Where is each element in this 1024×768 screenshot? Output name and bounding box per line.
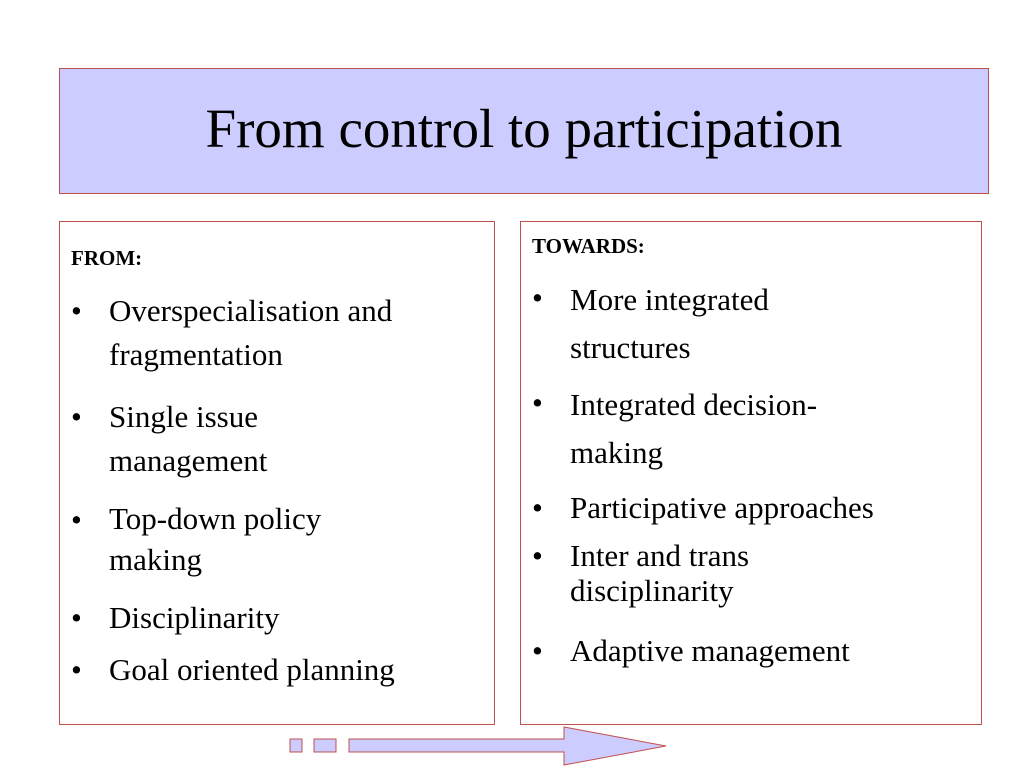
from-item-1-line-2: fragmentation <box>109 337 283 372</box>
bullet: • <box>71 293 82 328</box>
slide-title: From control to participation <box>205 97 843 159</box>
from-item-2-line-1: Single issue <box>109 399 258 434</box>
from-item-1-line-1: Overspecialisation and <box>109 293 393 328</box>
arrow-right-icon <box>286 726 670 766</box>
from-item-3-line-1: Top-down policy <box>109 501 322 536</box>
bullet: • <box>71 399 82 434</box>
towards-item-1-line-1: More integrated <box>570 282 769 317</box>
towards-heading: TOWARDS: <box>532 234 645 258</box>
bullet: • <box>532 280 543 315</box>
from-item-3-line-2: making <box>109 542 202 577</box>
from-item-2-line-2: management <box>109 443 268 478</box>
towards-item-4-line-1: Inter and trans <box>570 538 750 573</box>
from-item-5-line-1: Goal oriented planning <box>109 652 395 687</box>
medium-block-icon <box>314 739 336 752</box>
bullet: • <box>71 652 82 687</box>
from-item-4-line-1: Disciplinarity <box>109 600 280 635</box>
towards-item-2-line-2: making <box>570 435 663 470</box>
from-panel <box>59 221 495 725</box>
bullet: • <box>71 502 82 537</box>
from-heading: FROM: <box>71 246 143 270</box>
bullet: • <box>532 385 543 420</box>
towards-item-4-line-2: disciplinarity <box>570 573 734 608</box>
towards-item-2-line-1: Integrated decision- <box>570 387 818 422</box>
towards-item-5-line-1: Adaptive management <box>570 633 850 668</box>
towards-panel <box>520 221 982 725</box>
small-square-icon <box>290 739 302 752</box>
bullet: • <box>532 633 543 668</box>
bullet: • <box>532 538 543 573</box>
title-banner <box>59 68 989 194</box>
bullet: • <box>71 600 82 635</box>
towards-item-1-line-2: structures <box>570 330 691 365</box>
block-arrow-icon <box>349 727 666 765</box>
bullet: • <box>532 490 543 525</box>
towards-item-3-line-1: Participative approaches <box>570 490 874 525</box>
